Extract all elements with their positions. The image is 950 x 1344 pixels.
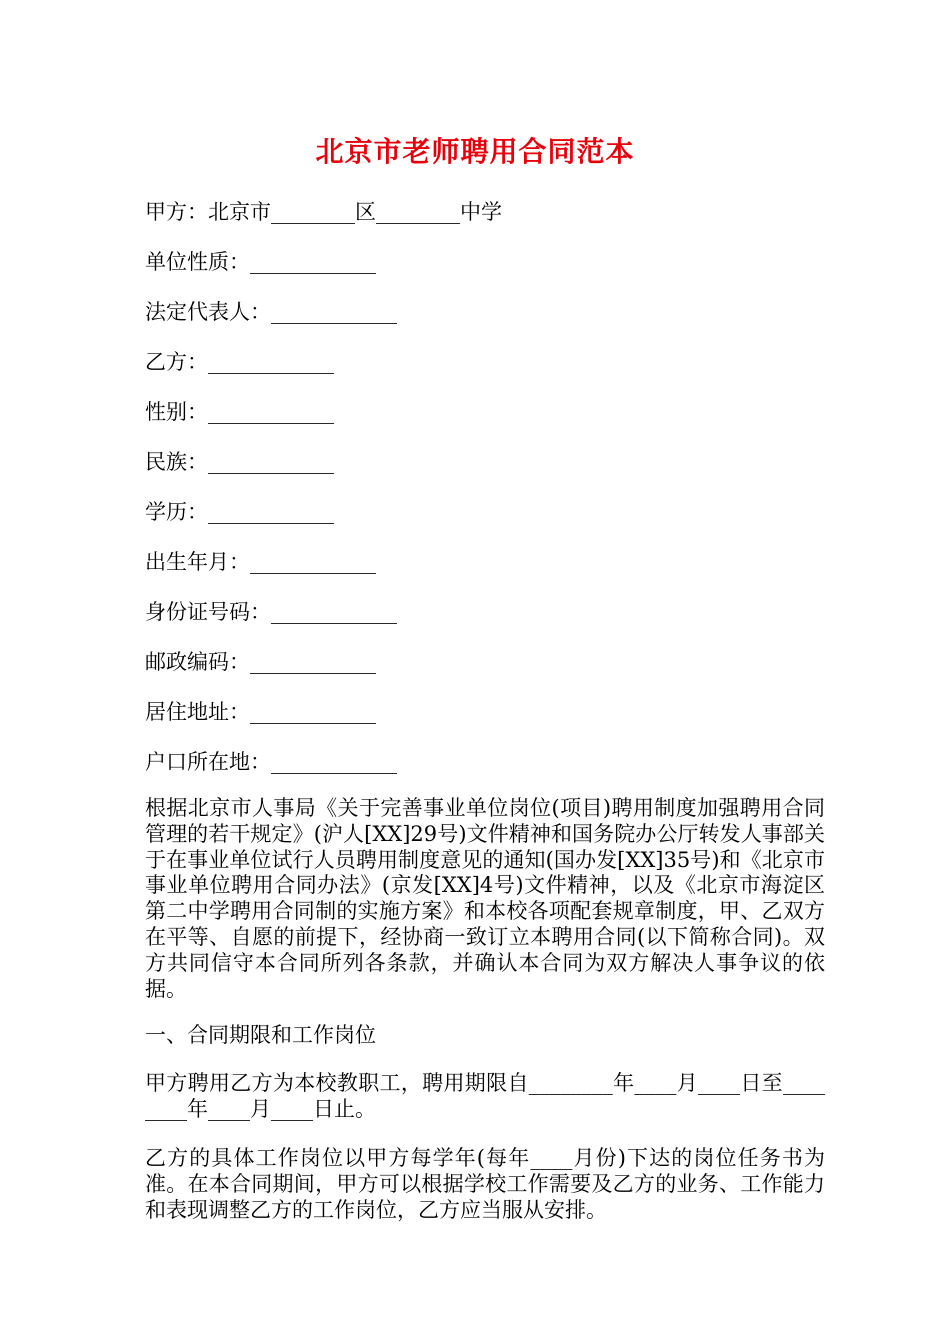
field-legal-representative: 法定代表人：____________ — [145, 300, 397, 324]
section-1-heading: 一、合同期限和工作岗位 — [145, 1023, 376, 1047]
field-unit-nature: 单位性质：____________ — [145, 250, 376, 274]
field-household-registration: 户口所在地：____________ — [145, 750, 397, 774]
section-1-paragraph-1: 甲方聘用乙方为本校教职工，聘用期限自________年____月____日至________年____月____日止。 — [145, 1071, 825, 1121]
field-education: 学历：____________ — [145, 500, 334, 524]
field-id-number: 身份证号码：____________ — [145, 600, 397, 624]
field-address: 居住地址：____________ — [145, 700, 376, 724]
intro-paragraph: 根据北京市人事局《关于完善事业单位岗位(项目)聘用制度加强聘用合同管理的若干规定》(沪人[XX]29号)文件精神和国务院办公厅转发人事部关于在事业单位试行人员聘用制度意见的通知(国办发[XX]35号)和《北京市事业单位聘用合同办法》(京发[XX]4号)文件精神，以及《北京市海淀区第二中学聘用合同制的实施方案》和本校各项配套规章制度，甲、乙双方在平等、自愿的前提下，经协商一致订立本聘用合同(以下简称合同)。双方共同信守本合同所列各条款，并确认本合同为双方解决人事争议的依据。 — [145, 796, 825, 1001]
field-gender: 性别：____________ — [145, 400, 334, 424]
field-party-a: 甲方：北京市________区________中学 — [145, 200, 502, 224]
field-party-b: 乙方：____________ — [145, 350, 334, 374]
field-ethnicity: 民族：____________ — [145, 450, 334, 474]
document-title: 北京市老师聘用合同范本 — [315, 135, 635, 168]
field-birth-date: 出生年月：____________ — [145, 550, 376, 574]
field-postal-code: 邮政编码：____________ — [145, 650, 376, 674]
section-1-paragraph-2: 乙方的具体工作岗位以甲方每学年(每年____月份)下达的岗位任务书为准。在本合同期间，甲方可以根据学校工作需要及乙方的业务、工作能力和表现调整乙方的工作岗位，乙方应当服从安排。 — [145, 1146, 825, 1222]
